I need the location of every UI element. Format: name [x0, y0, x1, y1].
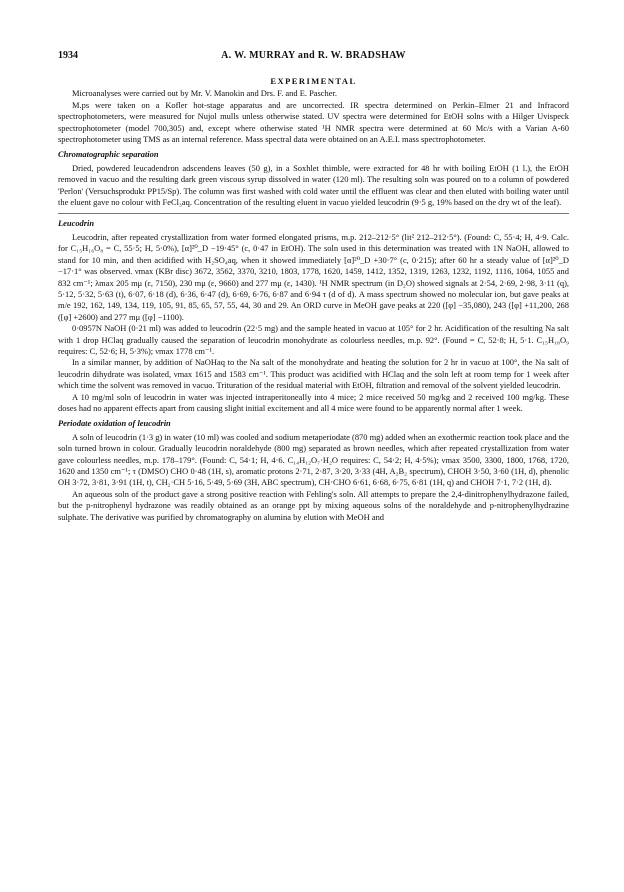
subsection-title-chromatographic: Chromatographic separation [58, 149, 159, 160]
paragraph: Dried, powdered leucadendron adscendens leaves (50 g), in a Soxhlet thimble, were extracted for 48 hr with boiling EtOH (1 l.), the EtOH removed in vacuo and the resulting dark green viscous syrup dissolved in water (120 ml). The resulting soln was poured on to a column of powdered 'Perlon' (Versuchsprodukt PP15/Sp). The column was first washed with cold water until the effluent was clear and then eluted with boiling water until the eluent gave no colour with FeCl₃aq. Concentration of the resulting eluent in vacuo yielded leucodrin (9·5 g, 19% based on the dry wt of the leaf). [58, 162, 569, 208]
paragraph: M.ps were taken on a Kofler hot-stage apparatus and are uncorrected. IR spectra determined on Perkin–Elmer 21 and Infracord spectrophotometers, were measured for Nujol mulls unless otherwise stated. UV spectra were determined for EtOH solns with a Hilger Uvispeck spectrophotometer (model 700,305) and, except where otherwise stated ¹H NMR spectra were determined at 60 Mc/s with a Varian A-60 spectrophotometer using TMS as an internal reference. Mass spectral data were obtained on an A.E.I. mass spectrophotometer. [58, 99, 569, 145]
paragraph: An aqueous soln of the product gave a strong positive reaction with Fehling's soln. All attempts to prepare the 2,4-dinitrophenylhydrazone failed, but the p-nitrophenyl hydrazone was readily obtained as an orange ppt by mixing aqueous solns of the noraldehyde and p-nitrophenylhydrazine sulphate. The derivative was purified by chromatography on alumina by elution with MeOH and [58, 488, 569, 522]
paragraph: 0·0957N NaOH (0·21 ml) was added to leucodrin (22·5 mg) and the sample heated in vacuo at 105° for 2 hr. Acidification of the resulting Na salt with 1 drop HClaq gradually caused the separation of leucodrin monohydrate as colourless needles, m.p. 92°. (Found = C, 52·8; H, 5·1. C₁₅H₁₈O₉ requires: C, 52·6; H, 5·3%); νmax 1778 cm⁻¹. [58, 323, 569, 356]
subsection-title-leucodrin: Leucodrin [58, 218, 95, 229]
subsection-title-periodate: Periodate oxidation of leucodrin [58, 418, 171, 429]
paragraph: Microanalyses were carried out by Mr. V. Manokin and Drs. F. and E. Pascher. [72, 88, 337, 99]
paragraph: A 10 mg/ml soln of leucodrin in water was injected intraperitoneally into 4 mice; 2 mice received 50 mg/kg and 2 received 100 mg/kg. These doses had no apparent effects apart from causing slight initial excitement and all 4 mice were found to be apparently normal after 1 week. [58, 391, 569, 413]
running-head: A. W. MURRAY and R. W. BRADSHAW [221, 50, 406, 61]
section-title-experimental: EXPERIMENTAL [270, 76, 357, 86]
section-divider [58, 213, 569, 214]
page-number: 1934 [58, 50, 78, 61]
paragraph: In a similar manner, by addition of NaOHaq to the Na salt of the monohydrate and heating the solution for 2 hr in vacuo at 100°, the Na salt of leucodrin dihydrate was isolated, νmax 1615 and 1583 cm⁻¹. This product was acidified with HClaq and the soln left at room temp for 1 week after which time the solvent was removed in vacuo. Trituration of the residual material with EtOH, filtration and removal of the solvent yielded leucodrin. [58, 357, 569, 391]
page-header [58, 50, 569, 64]
paragraph: Leucodrin, after repeated crystallization from water formed elongated prisms, m.p. 212–212·5° (lit² 212–212·5°). (Found: C, 55·4; H, 4·9. Calc. for C₁₅H₁₆O₈ = C, 55·5; H, 5·0%), [α]²⁰_D −19·45° (c, 0·47 in EtOH). The soln used in this determination was treated with 1N NaOH, allowed to stand for 10 min, and then acidified with H₂SO₄aq, when it showed immediately [α]²⁰_D +30·7° (c, 0·215); after 60 hr a steady value of [α]²⁰_D −17·1° was observed. νmax (KBr disc) 3672, 3562, 3370, 3210, 1803, 1778, 1620, 1459, 1412, 1352, 1319, 1263, 1232, 1192, 1116, 1064, 1055 and 832 cm⁻¹; λmax 205 mμ (ε, 7150), 230 mμ (ε, 9660) and 277 mμ (ε, 1430). ¹H NMR spectrum (in D₂O) showed signals at 2·54, 2·69, 2·98, 3·11 (q), 5·12, 5·32, 5·63 (t), 6·07, 6·18 (d), 6·36, 6·47 (d), 6·69, 6·76, 6·87 and 6·94 τ (d of d). A mass spectrum showed no molecular ion, but gave peaks at m/e 192, 162, 149, 134, 119, 105, 91, 85, 65, 57, 55, 44, 30 and 29. An ORD curve in MeOH gave peaks at 220 ([φ] −35,080), 243 ([φ] +11,200, 268 ([φ] +2600) and 277 mμ ([φ] −1100). [58, 231, 569, 322]
article-body [58, 76, 569, 523]
paragraph: A soln of leucodrin (1·3 g) in water (10 ml) was cooled and sodium metaperiodate (870 mg) added when an exothermic reaction took place and the soln turned brown in colour. Gradually leucodrin noraldehyde (800 mg) separated as brown needles, which after repeated crystallization from water gave colourless needles, m.p. 178–179°. (Found: C, 54·1; H, 4·6. C₁₄H₁₂O₇·H₂O requires: C, 54·2; H, 4·5%); νmax 3500, 3300, 1800, 1768, 1720, 1620 and 1350 cm⁻¹; τ (DMSO) CHO 0·48 (1H, s), aromatic protons 2·71, 2·87, 3·20, 3·33 (4H, A₂B₂ spectrum), CHOH 3·50, 3·60 (1H, d), phenolic OH 3·72, 3·81, 3·91 (1H, t), CH₂·CH 5·16, 5·49, 5·69 (3H, ABC spectrum), CH·CHO 6·61, 6·68, 6·75, 6·81 (1H, q) and CHOH 7·1, 7·2 (1H, d). [58, 431, 569, 488]
